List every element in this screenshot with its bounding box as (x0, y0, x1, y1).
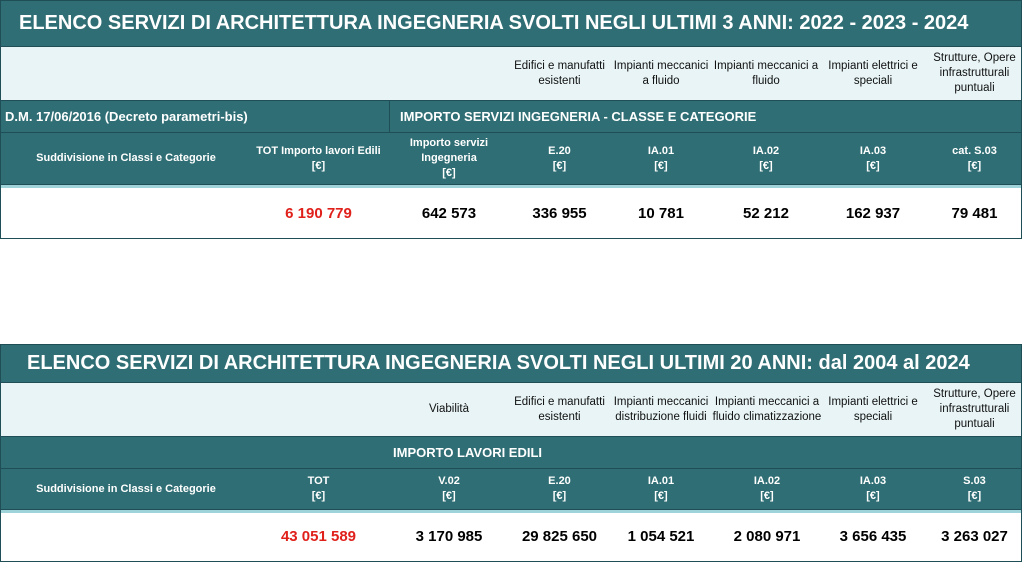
table-20-years (0, 344, 1022, 562)
section-title: IMPORTO SERVIZI INGEGNERIA - CLASSE E CATEGORIE (400, 109, 757, 124)
section-band (1, 437, 1021, 469)
table-3-years (0, 0, 1022, 239)
category-cell: Viabilità (428, 403, 470, 415)
decree-label: D.M. 17/06/2016 (Decreto parametri-bis) (5, 109, 248, 124)
header-cell: V.02 [€] (438, 475, 460, 502)
category-row (1, 47, 1021, 101)
header-cell: Importo servizi Ingegneria [€] (409, 137, 489, 179)
header-cell: E.20 [€] (548, 144, 571, 172)
table-title: ELENCO SERVIZI DI ARCHITETTURA INGEGNERIA SVOLTI NEGLI ULTIMI 20 ANNI: dal 2004 al 2024 (1, 345, 1021, 383)
header-cell: Suddivisione in Classi e Categorie (36, 482, 216, 495)
value-cell: 3 170 985 (415, 528, 483, 545)
header-cell: IA.03 [€] (859, 144, 887, 172)
section-band (1, 101, 1021, 133)
value-cell: 3 656 435 (839, 528, 907, 545)
section-title: IMPORTO LAVORI EDILI (393, 445, 543, 460)
value-cell: 336 955 (532, 204, 587, 222)
header-cell: S.03 [€] (963, 475, 986, 502)
header-cell: IA.02 [€] (752, 144, 780, 172)
header-cell: IA.02 [€] (753, 475, 781, 502)
total-value: 6 190 779 (285, 204, 352, 222)
header-cell: Suddivisione in Classi e Categorie (36, 152, 216, 164)
value-cell: 29 825 650 (521, 528, 598, 545)
value-cell: 642 573 (421, 204, 477, 222)
values-row (1, 513, 1021, 560)
header-cell: TOT [€] (307, 475, 330, 502)
table-title: ELENCO SERVIZI DI ARCHITETTURA INGEGNERIA SVOLTI NEGLI ULTIMI 3 ANNI: 2022 - 2023 - 2024 (1, 1, 1021, 47)
value-cell: 1 054 521 (627, 528, 695, 545)
category-cell: Impianti meccanici a fluido climatizzazione (712, 395, 822, 423)
category-cell: Impianti elettrici e speciali (828, 395, 918, 423)
band-divider (389, 101, 390, 132)
category-cell: Impianti meccanici distribuzione fluidi (613, 395, 709, 423)
value-cell: 10 781 (638, 204, 684, 222)
value-cell: 2 080 971 (733, 528, 801, 545)
value-cell: 52 212 (743, 204, 789, 222)
total-value: 43 051 589 (280, 528, 357, 545)
category-cell: Strutture, Opere infrastrutturali puntuali (933, 388, 1016, 430)
category-cell: Strutture, Opere infrastrutturali puntuali (933, 52, 1016, 94)
header-cell: TOT Importo lavori Edili [€] (256, 144, 381, 172)
header-row (1, 133, 1021, 184)
header-cell: IA.01 [€] (647, 144, 675, 172)
header-cell: cat. S.03 [€] (952, 144, 997, 172)
category-cell: Impianti meccanici a fluido (613, 59, 709, 87)
header-row (1, 469, 1021, 509)
header-cell: E.20 [€] (548, 475, 571, 502)
category-row (1, 383, 1021, 437)
category-cell: Edifici e manufatti esistenti (514, 59, 605, 87)
value-cell: 162 937 (845, 204, 901, 222)
value-cell: 3 263 027 (941, 528, 1008, 545)
header-cell: IA.03 [€] (859, 475, 887, 502)
category-cell: Edifici e manufatti esistenti (514, 395, 605, 423)
category-cell: Impianti meccanici a fluido (713, 59, 819, 87)
header-cell: IA.01 [€] (647, 475, 675, 502)
value-cell: 79 481 (951, 204, 998, 222)
values-row (1, 188, 1021, 238)
category-cell: Impianti elettrici e speciali (828, 59, 918, 87)
